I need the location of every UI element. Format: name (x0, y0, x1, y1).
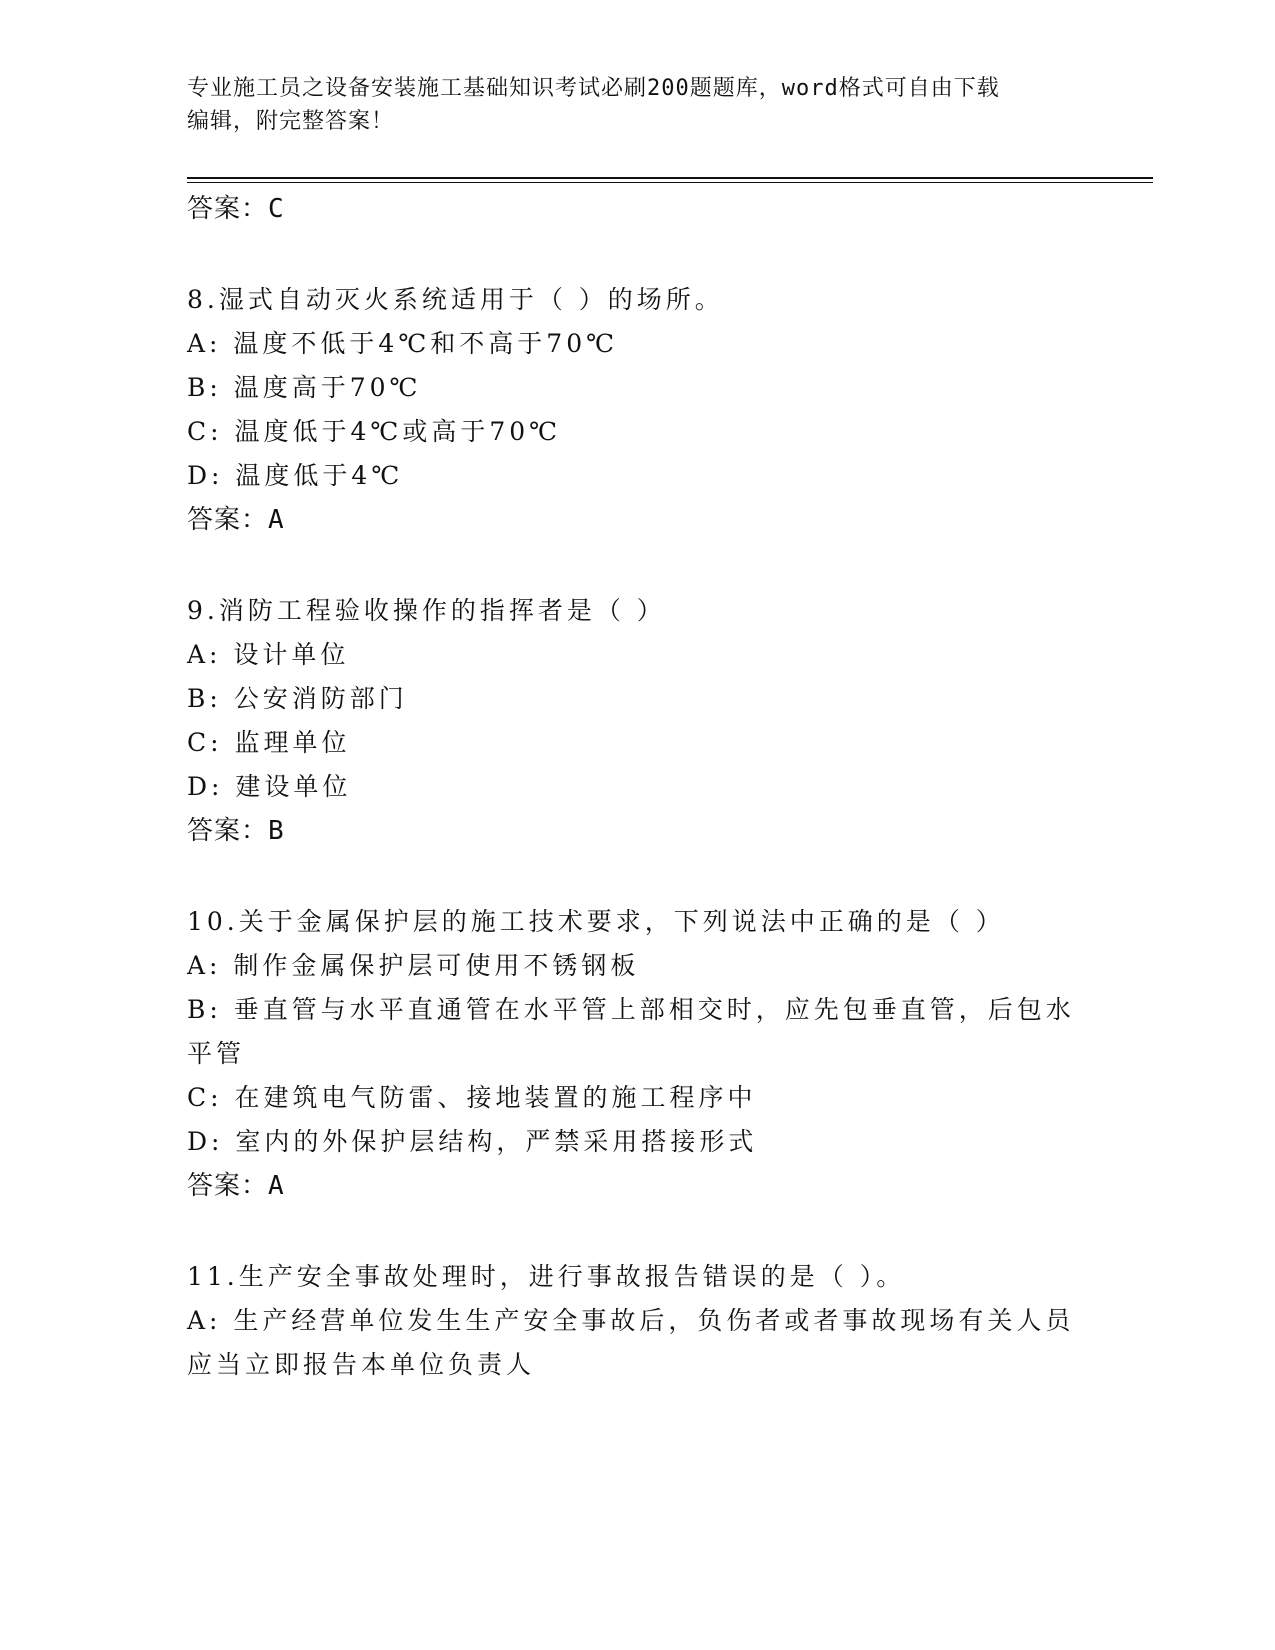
answer-line-q7: 答案：C (187, 194, 285, 224)
document-header (187, 72, 1067, 138)
question-10-option-c: C: 在建筑电气防雷、接地装置的施工程序中 (187, 1083, 757, 1112)
question-10-option-b-cont: 平管 (187, 1039, 246, 1068)
question-9-option-d: D: 建设单位 (187, 772, 352, 801)
question-8-option-a: A: 温度不低于4℃和不高于70℃ (187, 329, 619, 358)
question-8-option-d: D: 温度低于4℃ (187, 461, 404, 490)
header-line-1: 专业施工员之设备安装施工基础知识考试必刷200题题库，word格式可自由下载 (187, 76, 1000, 101)
question-11-option-a-cont: 应当立即报告本单位负责人 (187, 1350, 536, 1379)
header-line-2: 编辑，附完整答案！ (187, 109, 395, 134)
question-9-stem: 9.消防工程验收操作的指挥者是（ ） (187, 596, 666, 625)
question-11-stem: 11.生产安全事故处理时，进行事故报告错误的是（ ）。 (187, 1262, 906, 1291)
answer-line-q8: 答案：A (187, 505, 285, 535)
answer-line-q10: 答案：A (187, 1171, 285, 1201)
question-10-option-b: B: 垂直管与水平直通管在水平管上部相交时，应先包垂直管，后包水 (187, 995, 1075, 1024)
header-rule-thick (187, 177, 1153, 179)
question-10-stem: 10.关于金属保护层的施工技术要求，下列说法中正确的是（ ） (187, 907, 1005, 936)
question-10-option-a: A: 制作金属保护层可使用不锈钢板 (187, 951, 640, 980)
question-8-option-c: C: 温度低于4℃或高于70℃ (187, 417, 562, 446)
answer-line-q9: 答案：B (187, 816, 285, 846)
question-10-option-d: D: 室内的外保护层结构，严禁采用搭接形式 (187, 1127, 758, 1156)
question-8-option-b: B: 温度高于70℃ (187, 373, 422, 402)
question-11-option-a: A: 生产经营单位发生生产安全事故后，负伤者或者事故现场有关人员 (187, 1306, 1075, 1335)
question-8-stem: 8.湿式自动灭火系统适用于（ ）的场所。 (187, 285, 724, 314)
question-9-option-a: A: 设计单位 (187, 640, 350, 669)
header-rule-thin (187, 182, 1153, 183)
question-9-option-c: C: 监理单位 (187, 728, 351, 757)
question-9-option-b: B: 公安消防部门 (187, 684, 408, 713)
